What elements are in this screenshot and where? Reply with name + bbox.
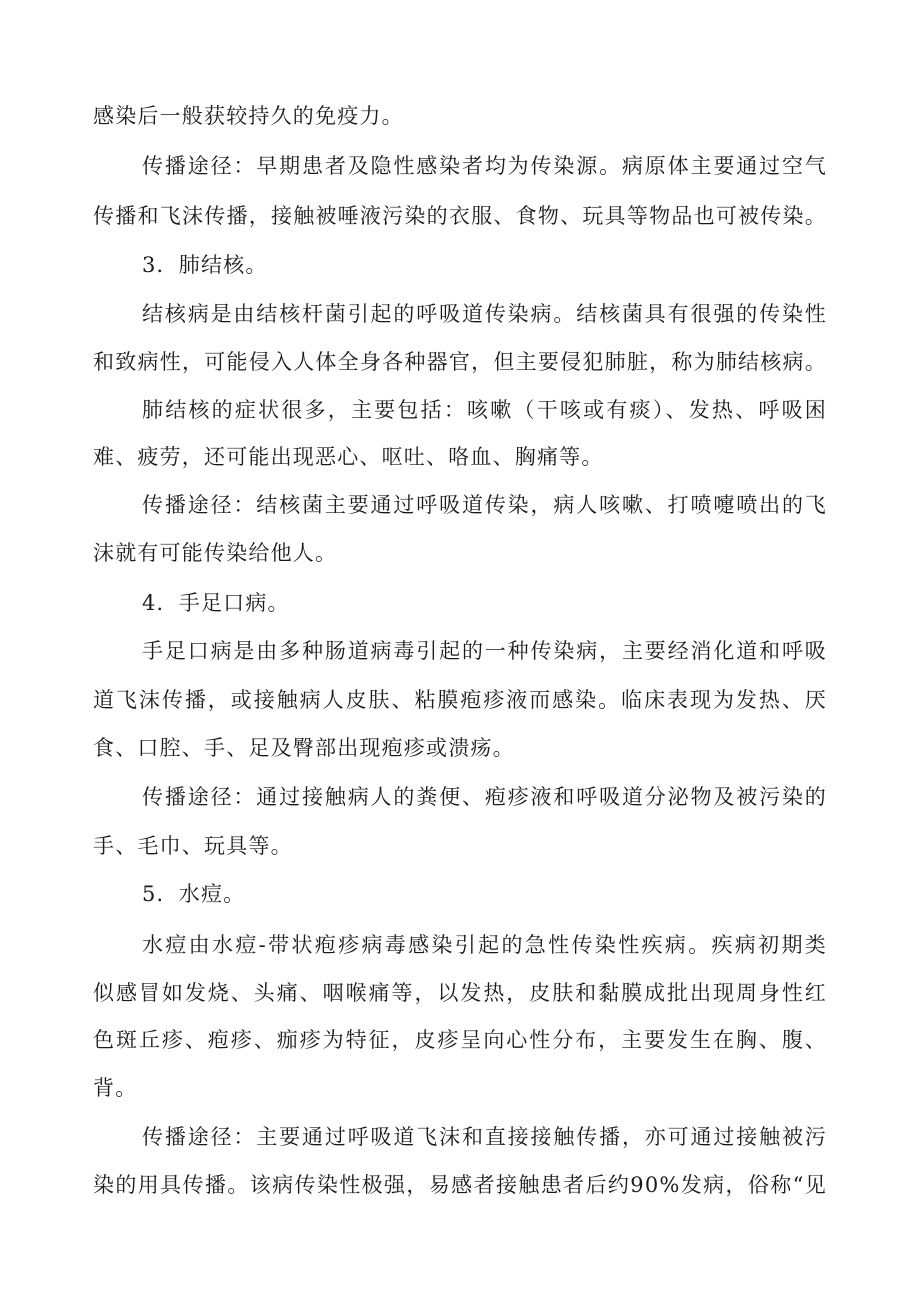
text-line: 和致病性，可能侵入人体全身各种器官，但主要侵犯肺脏，称为肺结核病。	[93, 350, 827, 374]
text-line: 手足口病是由多种肠道病毒引起的一种传染病，主要经消化道和呼吸	[142, 639, 827, 663]
text-line: 染的用具传播。该病传染性极强，易感者接触患者后约90%发病，俗称“见	[93, 1173, 827, 1197]
text-line: 传播和飞沫传播，接触被唾液污染的衣服、食物、玩具等物品也可被传染。	[93, 204, 827, 228]
text-line: 感染后一般获较持久的免疫力。	[93, 104, 404, 128]
text-line: 背。	[93, 1076, 138, 1100]
text-line: 水痘由水痘-带状疱疹病毒感染引起的急性传染性疾病。疾病初期类	[142, 933, 827, 957]
text-line: 传播途径：通过接触病人的粪便、疱疹液和呼吸道分泌物及被污染的	[142, 785, 827, 809]
section-heading: 4．手足口病。	[142, 591, 290, 615]
text-line: 色斑丘疹、疱疹、痂疹为特征，皮疹呈向心性分布，主要发生在胸、腹、	[93, 1028, 827, 1052]
section-heading: 5．水痘。	[142, 882, 246, 906]
text-line: 肺结核的症状很多，主要包括：咳嗽（干咳或有痰）、发热、呼吸困	[142, 398, 827, 422]
text-line: 难、疲劳，还可能出现恶心、呕吐、咯血、胸痛等。	[93, 445, 604, 469]
text-line: 传播途径：主要通过呼吸道飞沫和直接接触传播，亦可通过接触被污	[142, 1125, 827, 1149]
text-line: 结核病是由结核杆菌引起的呼吸道传染病。结核菌具有很强的传染性	[142, 302, 827, 326]
text-line: 传播途径：早期患者及隐性感染者均为传染源。病原体主要通过空气	[142, 154, 827, 178]
section-heading: 3．肺结核。	[142, 253, 268, 277]
text-line: 道飞沫传播，或接触病人皮肤、粘膜疱疹液而感染。临床表现为发热、厌	[93, 688, 827, 712]
text-line: 沫就有可能传染给他人。	[93, 541, 338, 565]
text-line: 传播途径：结核菌主要通过呼吸道传染，病人咳嗽、打喷嚏喷出的飞	[142, 493, 827, 517]
text-line: 食、口腔、手、足及臀部出现疱疹或溃疡。	[93, 736, 515, 760]
text-line: 似感冒如发烧、头痛、咽喉痛等，以发热，皮肤和黏膜成批出现周身性红	[93, 981, 827, 1005]
text-line: 手、毛巾、玩具等。	[93, 834, 293, 858]
